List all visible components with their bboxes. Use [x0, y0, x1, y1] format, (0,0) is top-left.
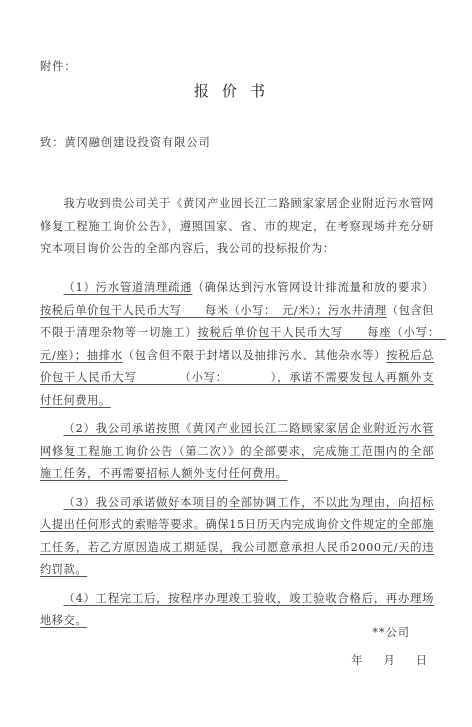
clause-2 — [40, 418, 434, 486]
clause-1-price-dredge: 按税后单价包干人民币大写 每米（小写： 元/米）； — [40, 303, 328, 317]
clause-1-item-pump: 抽排水 — [86, 348, 123, 362]
clause-3-text: （3）我公司承诺做好本项目的全部协调工作，不以此为理由，向招标人提出任何形式的索赔等要求。确保15日历天内完成询价文件规定的全部施工任务，若乙方原因造成工期延误，我公司愿意承担人民币2000元/天的违约罚款。 — [40, 495, 434, 576]
date-year: 年 — [351, 654, 364, 667]
addressee: 致：黄冈融创建设投资有限公司 — [40, 136, 211, 149]
clause-2-text: （2）我公司承诺按照《黄冈产业园长江二路顾家家居企业附近污水管网修复工程施工询价公告（第二次）》的全部要求，完成施工范围内的全部施工任务，不再需要招标人额外支付任何费用。 — [40, 422, 434, 480]
signature-company: **公司 — [372, 626, 410, 639]
clauses — [40, 277, 446, 633]
date-month: 月 — [383, 654, 396, 667]
clause-1-item-dredge: （1）污水管道清理疏通 — [63, 281, 193, 294]
date-day: 日 — [415, 654, 428, 667]
clause-1 — [40, 277, 446, 412]
clause-4-text: （4）工程完工后，按程序办理竣工验收，竣工验收合格后，再办理场地移交。 — [40, 591, 434, 627]
clause-1-commitment: ，承诺不需要发包人再额外支付任何费用。 — [40, 371, 434, 407]
clause-1-note-well: （包含但不限于清理杂物等一切施工） — [40, 303, 434, 339]
clause-1-price-pump: 按税后总价包干人民币大写 （小写： ） — [40, 348, 435, 384]
clause-3 — [40, 492, 434, 582]
clause-1-note-dredge: （确保达到污水管网设计排流量和放的要求） — [192, 281, 434, 294]
clause-1-item-well: 污水井清理 — [327, 303, 387, 317]
intro-paragraph: 我方收到贵公司关于《黄冈产业园长江二路顾家家居企业附近污水管网修复工程施工询价公告》，遵照国家、省、市的规定，在考察现场并充分研究本项目询价公告的全部内容后，我公司的投标报价为： — [40, 197, 434, 256]
attachment-label: 附件： — [40, 60, 77, 73]
signature-date — [331, 652, 428, 668]
clause-1-note-pump: （包含但不限于封堵以及抽排污水、其他杂水等） — [122, 348, 387, 362]
clause-1-price-well: 按税后单价包干人民币大写 每座（小写： 元/座）； — [40, 326, 446, 362]
document-title: 报价书 — [193, 82, 278, 100]
